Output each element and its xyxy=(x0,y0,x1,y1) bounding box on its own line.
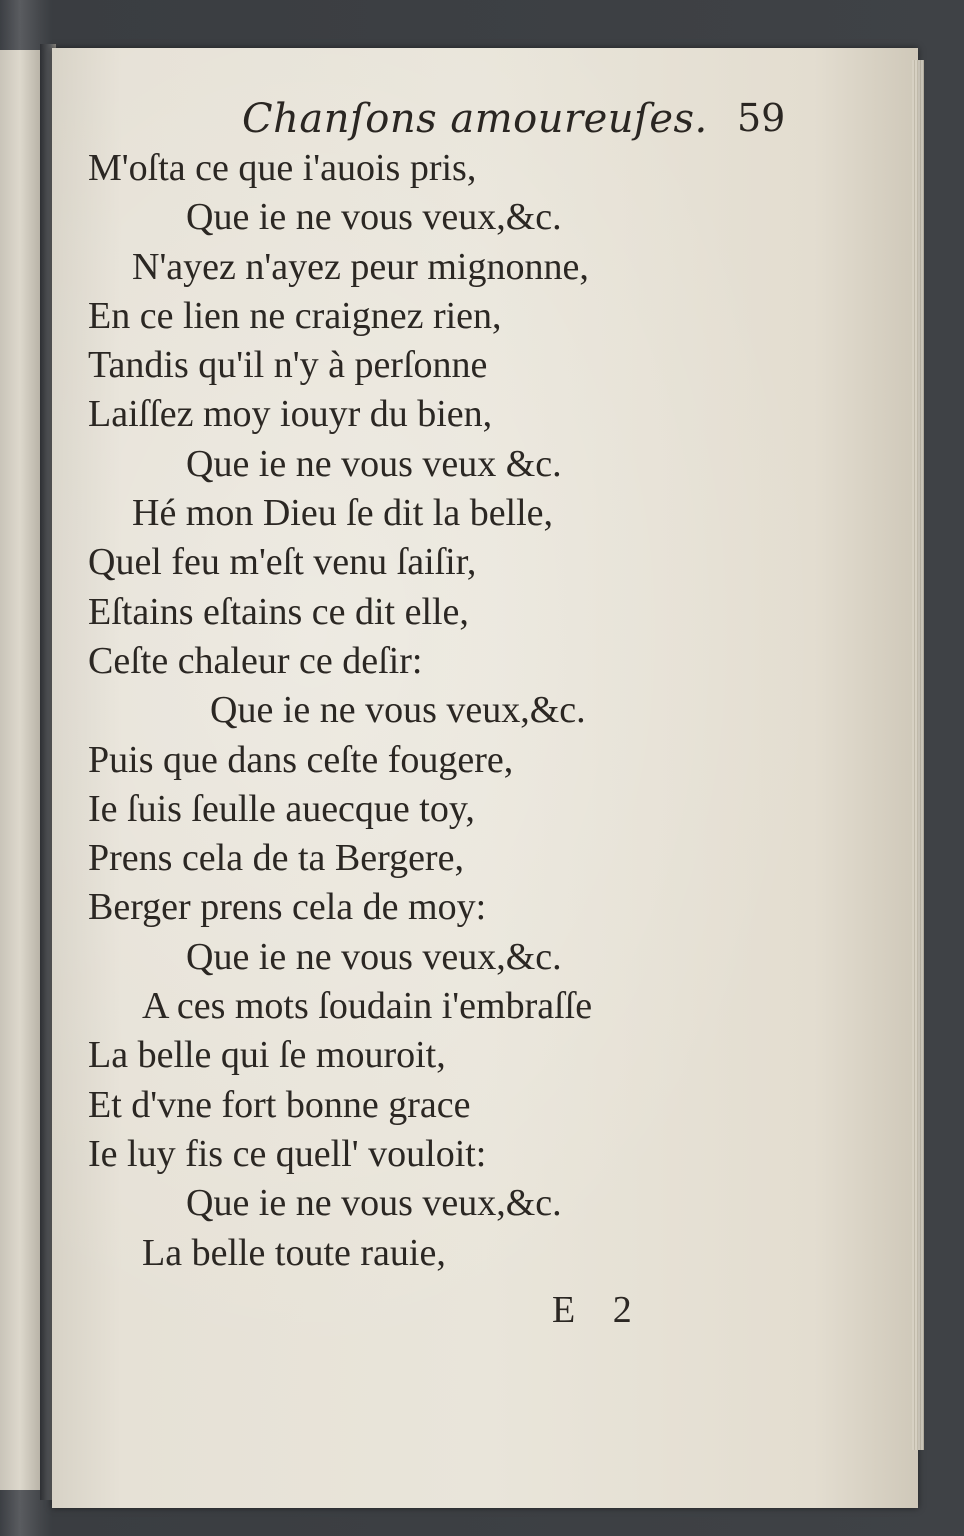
verse-stanza-start: La belle toute rauie, xyxy=(142,1231,446,1274)
verse-line: Quel feu m'eſt venu ſaiſir, xyxy=(88,541,477,584)
verse-line: Berger prens cela de moy: xyxy=(88,886,487,929)
verse-stanza-start: N'ayez n'ayez peur mignonne, xyxy=(132,245,589,288)
verse-text xyxy=(88,144,888,1278)
verse-line: La belle qui ſe mouroit, xyxy=(88,1034,446,1077)
verse-stanza-start: Hé mon Dieu ſe dit la belle, xyxy=(132,492,554,535)
previous-page-edge xyxy=(0,50,40,1490)
book-page xyxy=(52,48,918,1508)
verse-refrain: Que ie ne vous veux,&c. xyxy=(186,1182,562,1225)
verse-line: Et d'vne fort bonne grace xyxy=(88,1083,471,1126)
verse-stanza-start: A ces mots ſoudain i'embraſſe xyxy=(142,985,593,1028)
verse-line: Tandis qu'il n'y à perſonne xyxy=(88,344,488,387)
signature-mark: E 2 xyxy=(552,1289,632,1331)
verse-line: M'oſta ce que i'auois pris, xyxy=(88,147,477,189)
verse-line: Puis que dans ceſte fougere, xyxy=(88,738,514,781)
verse-refrain: Que ie ne vous veux &c. xyxy=(186,442,562,485)
verse-line: Ie ſuis ſeulle auecque toy, xyxy=(88,787,475,830)
page-number: 59 xyxy=(737,96,786,140)
fore-edge-pages xyxy=(912,60,924,1450)
verse-refrain: Que ie ne vous veux,&c. xyxy=(186,935,562,978)
verse-refrain: Que ie ne vous veux,&c. xyxy=(210,689,586,732)
verse-line: Ie luy fis ce quell' vouloit: xyxy=(88,1132,487,1175)
verse-line: En ce lien ne craignez rien, xyxy=(88,294,502,337)
verse-line: Eſtains eſtains ce dit elle, xyxy=(88,590,469,633)
verse-line: Ceſte chaleur ce deſir: xyxy=(88,639,423,682)
verse-line: Prens cela de ta Bergere, xyxy=(88,837,464,880)
running-head: Chanſons amoureuſes. xyxy=(242,96,708,142)
verse-line: Laiſſez moy iouyr du bien, xyxy=(88,393,493,436)
verse-refrain: Que ie ne vous veux,&c. xyxy=(186,196,562,239)
